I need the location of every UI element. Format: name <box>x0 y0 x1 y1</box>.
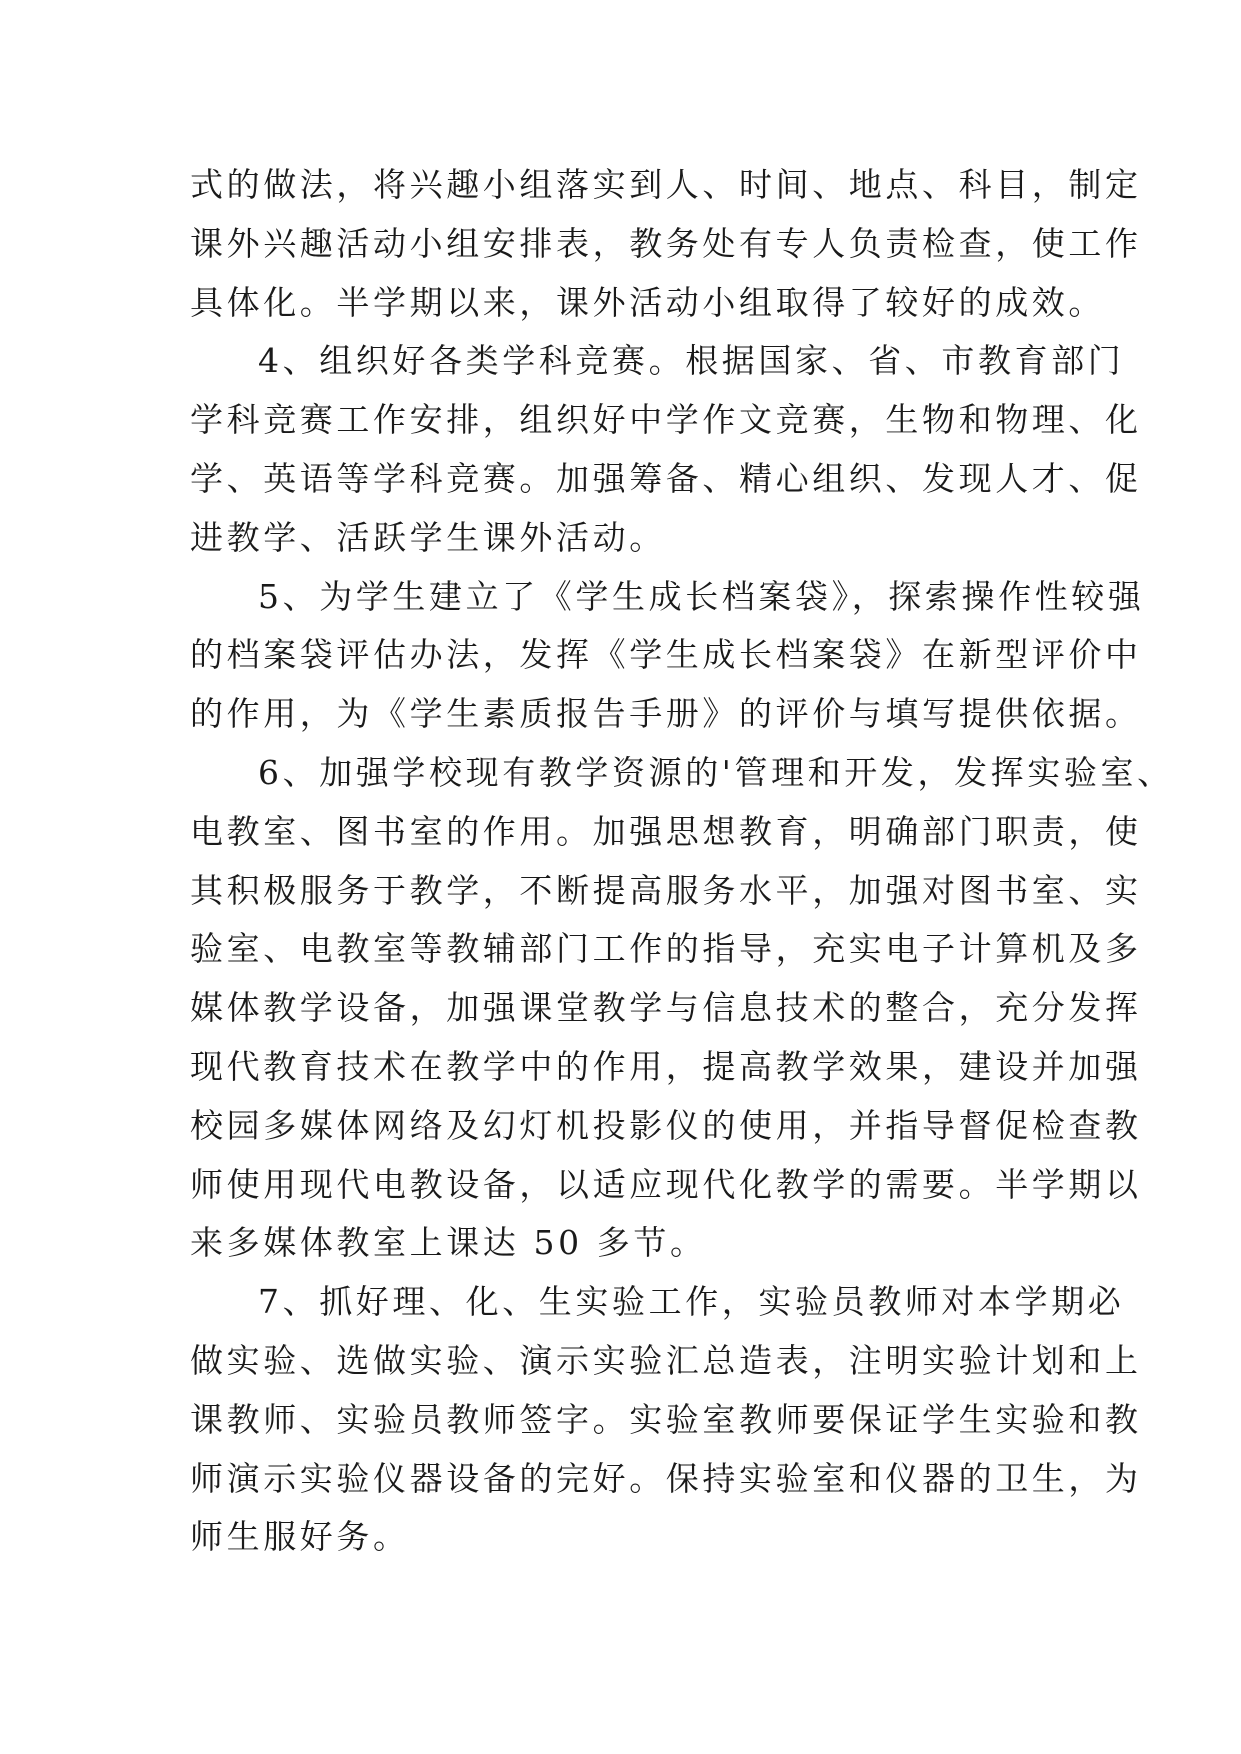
text-line: 学、英语等学科竞赛。加强筹备、精心组织、发现人才、促 <box>190 458 1142 498</box>
text-line: 电教室、图书室的作用。加强思想教育，明确部门职责，使 <box>190 811 1142 851</box>
text-line: 进教学、活跃学生课外活动。 <box>190 517 666 557</box>
text-line: 媒体教学设备，加强课堂教学与信息技术的整合，充分发挥 <box>190 988 1142 1028</box>
text-line: 课外兴趣活动小组安排表，教务处有专人负责检查，使工作 <box>190 223 1142 263</box>
text-line: 现代教育技术在教学中的作用，提高教学效果，建设并加强 <box>190 1046 1142 1086</box>
text-line: 来多媒体教室上课达 50 多节。 <box>190 1223 707 1263</box>
text-line: 学科竞赛工作安排，组织好中学作文竞赛，生物和物理、化 <box>190 400 1142 440</box>
text-line: 课教师、实验员教师签字。实验室教师要保证学生实验和教 <box>190 1399 1142 1439</box>
text-line: 的档案袋评估办法，发挥《学生成长档案袋》在新型评价中 <box>190 635 1142 675</box>
text-line: 式的做法，将兴趣小组落实到人、时间、地点、科目，制定 <box>190 165 1142 204</box>
text-line: 做实验、选做实验、演示实验汇总造表，注明实验计划和上 <box>190 1340 1142 1380</box>
paragraph-first-line: 5、为学生建立了《学生成长档案袋》，探索操作性较强 <box>258 576 1145 616</box>
text-line: 师生服好务。 <box>190 1517 410 1557</box>
text-line: 具体化。半学期以来，课外活动小组取得了较好的成效。 <box>190 282 1105 322</box>
text-line: 验室、电教室等教辅部门工作的指导，充实电子计算机及多 <box>190 929 1142 969</box>
document-body <box>190 156 1174 1567</box>
text-line: 的作用，为《学生素质报告手册》的评价与填写提供依据。 <box>190 694 1142 734</box>
text-line: 师使用现代电教设备，以适应现代化教学的需要。半学期以 <box>190 1164 1142 1204</box>
text-line: 师演示实验仪器设备的完好。保持实验室和仪器的卫生，为 <box>190 1458 1142 1498</box>
paragraph-first-line: 6、加强学校现有教学资源的'管理和开发，发挥实验室、 <box>258 752 1174 792</box>
text-line: 校园多媒体网络及幻灯机投影仪的使用，并指导督促检查教 <box>190 1105 1142 1145</box>
text-line: 其积极服务于教学，不断提高服务水平，加强对图书室、实 <box>190 870 1142 910</box>
paragraph-first-line: 4、组织好各类学科竞赛。根据国家、省、市教育部门 <box>258 341 1125 381</box>
paragraph-first-line: 7、抓好理、化、生实验工作，实验员教师对本学期必 <box>258 1282 1125 1322</box>
